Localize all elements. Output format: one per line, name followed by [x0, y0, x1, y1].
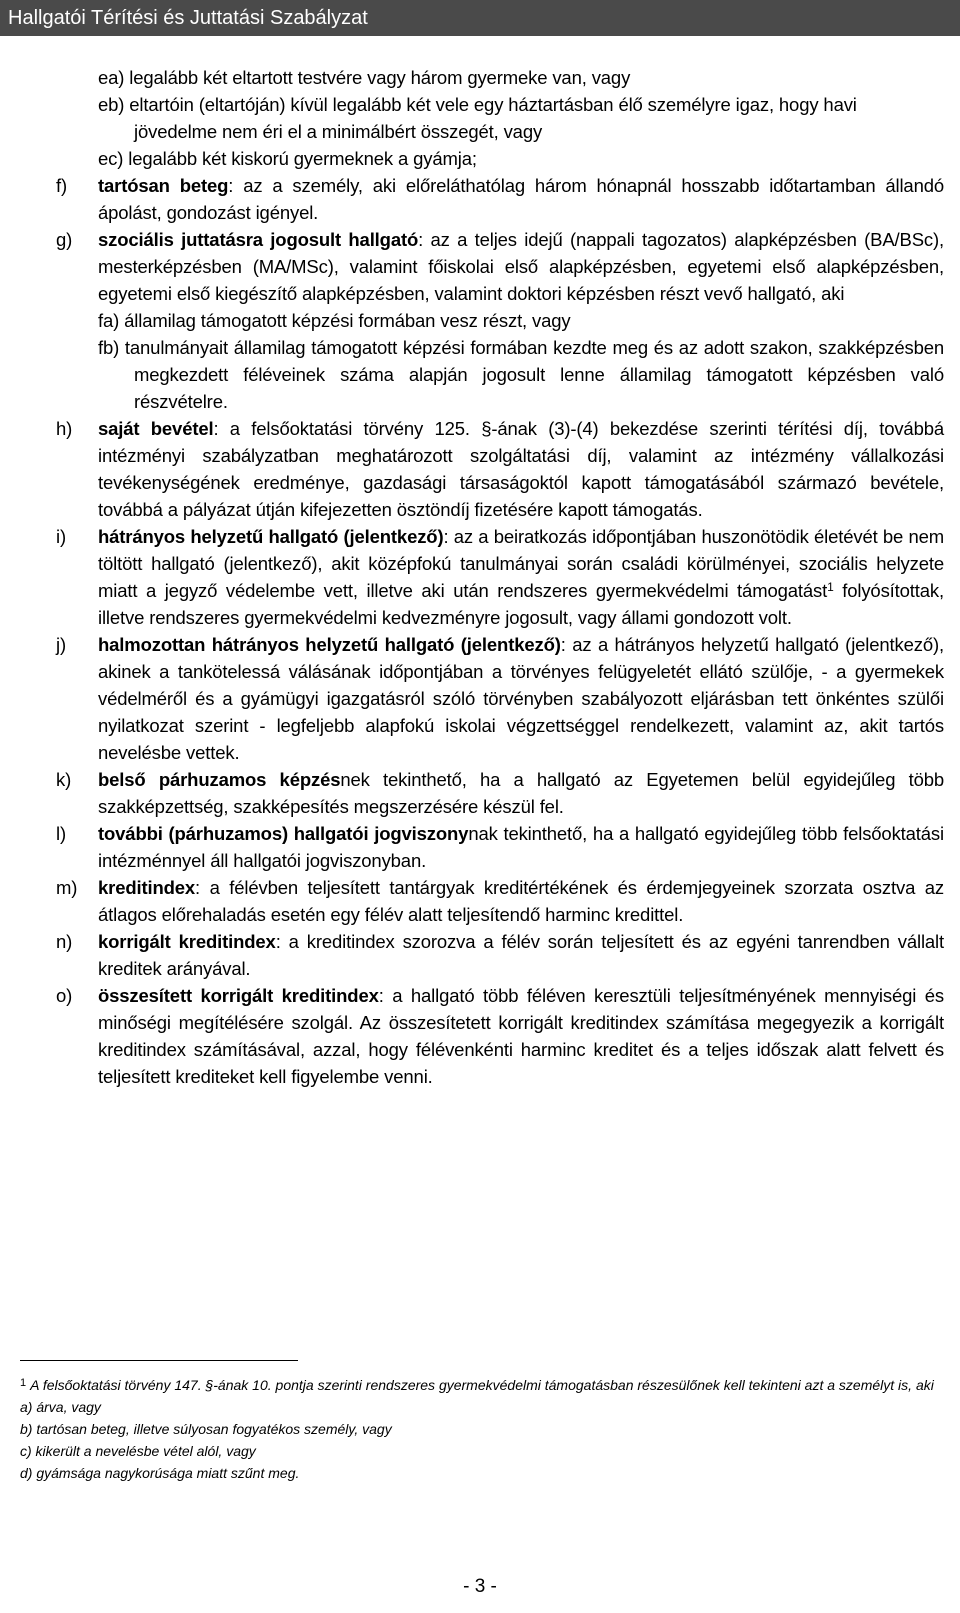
item-letter: i)	[56, 526, 66, 547]
footnote-separator	[20, 1360, 298, 1361]
definition-text: : az a beiratkozás időpontjában huszonötödik életévét be nem töltött hallgató (jelentkező), akit középfokú tanulmányai során családi körülményei, szociális helyzete miatt a jegyző védelembe vett, illetve aki után rendszeres gyermekvédelmi támogatást	[98, 526, 944, 601]
defined-term: összesített korrigált kreditindex	[98, 985, 379, 1006]
subitem-fb: fb) tanulmányait államilag támogatott képzési formában kezdte meg és az adott szakon, szakképzésben megkezdett féléveinek száma alapján jogosult lenne államilag támogatott képzésben való részvételre.	[98, 337, 944, 412]
page-number: - 3 -	[463, 1576, 497, 1597]
document-title: Hallgatói Térítési és Juttatási Szabályzat	[8, 7, 368, 29]
defined-term: tartósan beteg	[98, 175, 229, 196]
item-letter: o)	[56, 985, 73, 1006]
definition-h	[0, 415, 944, 523]
definition-text: : az a teljes idejű (nappali tagozatos) alapképzésben (BA/BSc), mesterképzésben (MA/MSc), valamint főiskolai első alapképzésben, egyetemi első alapképzésben, egyetemi első kiegészítő alapképzésben, valamint doktori képzésben részt vevő hallgató, aki	[98, 229, 944, 304]
definition-text: : a félévben teljesített tantárgyak kreditértékének és érdemjegyeinek szorzata osztva az átlagos előrehaladás esetén egy félév alatt teljesítendő harminc kredittel.	[98, 877, 944, 925]
subitem-eb: eb) eltartóin (eltartóján) kívül legalább két vele egy háztartásban élő személyre igaz, hogy havi jövedelme nem éri el a minimálbért összegét, vagy	[98, 94, 857, 142]
definition-m	[0, 874, 944, 928]
definition-text: : az a személy, aki előreláthatólag három hónapnál hosszabb időtartamban állandó ápolást, gondozást igényel.	[98, 175, 944, 223]
footnote	[20, 1372, 942, 1484]
header-bar	[0, 0, 960, 36]
definition-o	[0, 982, 944, 1090]
defined-term: szociális juttatásra jogosult hallgató	[98, 229, 419, 250]
item-letter: m)	[56, 877, 78, 898]
definition-text: nek tekinthető, ha a hallgató az Egyetemen belül egyidejűleg több szakképzettség, szakképesítés megszerzésére készül fel.	[98, 769, 944, 817]
document-body	[0, 64, 960, 1090]
definition-n	[0, 928, 944, 982]
definition-l	[0, 820, 944, 874]
item-letter: n)	[56, 931, 73, 952]
footnote-text: A felsőoktatási törvény 147. §-ának 10. pontja szerinti rendszeres gyermekvédelmi támogatásban részesülőnek kell tekinteni azt a személyt is, aki	[30, 1377, 934, 1393]
definition-text: : a hallgató több féléven keresztüli teljesítményének mennyiségi és minőségi megítélésére szolgál. Az összesítetett korrigált kreditindex számítása megegyezik a korrigált kreditindex számításával, azzal, hogy félévenkénti harminc kreditet és a teljes időszak alatt felvett és teljesített krediteket kell figyelembe venni.	[98, 985, 944, 1087]
definition-g	[0, 226, 944, 415]
footnote-reference[interactable]: 1	[827, 580, 834, 594]
defined-term: további (párhuzamos) hallgatói jogviszony	[98, 823, 469, 844]
item-letter: k)	[56, 769, 72, 790]
definition-text: : a kreditindex szorozva a félév során teljesített és az egyéni tanrendben vállalt kreditek arányával.	[98, 931, 944, 979]
item-letter: j)	[56, 634, 66, 655]
footnote-line-d: d) gyámsága nagykorúsága miatt szűnt meg.	[20, 1465, 300, 1481]
definition-text: : a felsőoktatási törvény 125. §-ának (3)-(4) bekezdése szerinti térítési díj, továbbá intézményi szabályzatban meghatározott szolgáltatási díj, valamint az intézmény vállalkozási tevékenységének eredménye, gazdasági társaságoktól kapott támogatásából származó bevétele, továbbá a pályázat útján kifejezetten ösztöndíj fizetésére kapott támogatás.	[98, 418, 944, 520]
footnote-number: 1	[20, 1377, 27, 1389]
footnote-line-b: b) tartósan beteg, illetve súlyosan fogyatékos személy, vagy	[20, 1421, 392, 1437]
defined-term: hátrányos helyzetű hallgató (jelentkező)	[98, 526, 444, 547]
definition-j	[0, 631, 944, 766]
defined-term: belső párhuzamos képzés	[98, 769, 341, 790]
subitem-ec: ec) legalább két kiskorú gyermeknek a gyámja;	[98, 148, 477, 169]
definition-i	[0, 523, 944, 631]
defined-term: halmozottan hátrányos helyzetű hallgató (jelentkező)	[98, 634, 561, 655]
subitem-fa: fa) államilag támogatott képzési formában vesz részt, vagy	[98, 310, 571, 331]
definition-text: nak tekinthető, ha a hallgató egyidejűleg több felsőoktatási intézménnyel áll hallgatói jogviszonyban.	[98, 823, 944, 871]
item-letter: h)	[56, 418, 73, 439]
footnote-main	[20, 1372, 942, 1396]
definition-f	[0, 172, 944, 226]
definition-text: : az a hátrányos helyzetű hallgató (jelentkező), akinek a tankötelessá válásának időpontjában a törvényes felügyeletét ellátó szülője, - a gyermekek védelméről és a gyámügyi igazgatásról szóló törvényben szabályozott eljárásban tett önkéntes szülői nyilatkozat szerint - legfeljebb alapfokú iskolai végzettséggel rendelkezett, valamint az, akit tartós nevelésbe vettek.	[98, 634, 944, 763]
definition-text-continued: folyósítottak, illetve rendszeres gyermekvédelmi kedvezményre jogosult, vagy állami gondozott volt.	[98, 580, 944, 628]
footnote-line-a: a) árva, vagy	[20, 1399, 101, 1415]
defined-term: saját bevétel	[98, 418, 214, 439]
defined-term: korrigált kreditindex	[98, 931, 276, 952]
footnote-line-c: c) kikerült a nevelésbe vétel alól, vagy	[20, 1443, 256, 1459]
definition-k	[0, 766, 944, 820]
subitem-ea: ea) legalább két eltartott testvére vagy három gyermeke van, vagy	[98, 67, 631, 88]
item-letter: l)	[56, 823, 66, 844]
defined-term: kreditindex	[98, 877, 196, 898]
item-letter: f)	[56, 175, 68, 196]
item-letter: g)	[56, 229, 73, 250]
